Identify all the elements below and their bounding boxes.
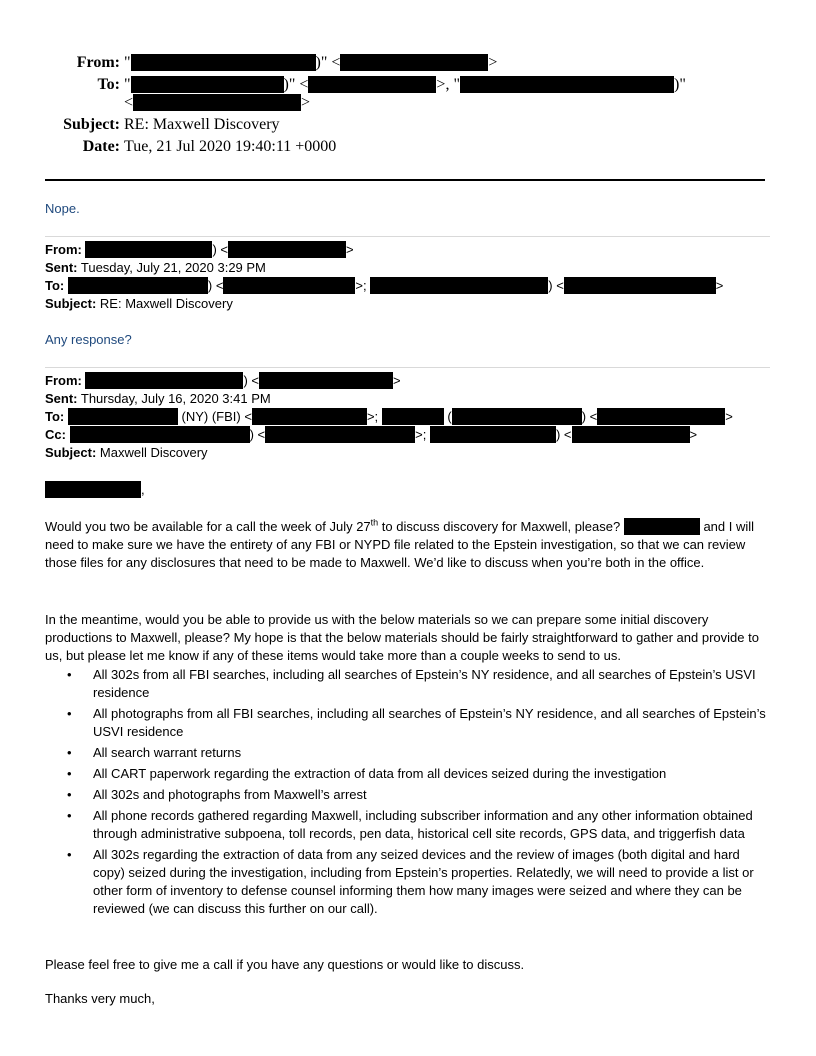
msg2-sent-row (45, 259, 266, 277)
body-paragraph-1 (45, 518, 773, 572)
msg2-sent-value: Tuesday, July 21, 2020 3:29 PM (80, 260, 266, 275)
redaction (131, 76, 284, 93)
list-item (45, 846, 773, 918)
msg2-subject-row (45, 295, 233, 313)
redaction (85, 372, 243, 389)
msg3-sent-row (45, 390, 271, 408)
header-date-label: Date: (82, 138, 120, 155)
msg2-to-row: To: ) < >; ) < > (45, 278, 724, 293)
reply-text: Nope. (45, 201, 80, 216)
bullet-icon: • (67, 787, 72, 802)
list-item (45, 705, 773, 741)
msg2-from-label: From: (45, 242, 82, 257)
redaction (133, 94, 301, 111)
body-paragraph-2: In the meantime, would you be able to provide us with the below materials so we can prepare some initial discovery productions to Maxwell, please? My hope is that the below materials should be fairly straightforward to gather and provide to us, but please let me know if any of these items would take more than a couple weeks to send to us. (45, 612, 759, 663)
requested-materials-list (45, 666, 773, 921)
msg3-subject-row (45, 444, 208, 462)
msg3-sent-value: Thursday, July 16, 2020 3:41 PM (80, 391, 271, 406)
msg3-sent-label: Sent: (45, 391, 78, 406)
redaction (131, 54, 316, 71)
msg3-cc-row: Cc: ) < >; ) < > (45, 427, 698, 442)
quoted-separator (45, 236, 770, 237)
quoted-separator (45, 367, 770, 368)
redaction (223, 277, 355, 294)
msg3-from-row: From: ) < > (45, 373, 401, 388)
msg2-to-label: To: (45, 278, 65, 293)
header-to-label: To: (97, 76, 120, 93)
msg2-sent-label: Sent: (45, 260, 78, 275)
bullet-icon: • (67, 766, 72, 781)
header-subject-value: RE: Maxwell Discovery (124, 116, 280, 133)
list-item (45, 765, 773, 783)
list-item (45, 807, 773, 843)
redaction (564, 277, 716, 294)
list-item-text: All photographs from all FBI searches, including all searches of Epstein’s NY residence, and all searches of Epstein’s USVI residence (93, 706, 766, 739)
redaction (340, 54, 488, 71)
redaction (370, 277, 548, 294)
bullet-icon: • (67, 706, 72, 721)
msg3-cc-label: Cc: (45, 427, 66, 442)
redaction (452, 408, 582, 425)
redaction (624, 518, 700, 535)
p1-sup: th (370, 517, 379, 528)
list-item (45, 744, 773, 762)
salutation: , (45, 481, 145, 499)
body-paragraph-3: Please feel free to give me a call if you have any questions or would like to discuss. (45, 957, 525, 972)
list-item (45, 666, 773, 702)
header-to-value: " )" < >, " )" (124, 76, 686, 93)
header-from-value: " )" < > (124, 54, 498, 71)
header-date-value: Tue, 21 Jul 2020 19:40:11 +0000 (124, 138, 337, 155)
header-to-value-cont: < > (124, 94, 311, 111)
msg3-subject-value: Maxwell Discovery (99, 445, 208, 460)
redaction (572, 426, 690, 443)
msg2-subject-value: RE: Maxwell Discovery (99, 296, 233, 311)
redaction (45, 481, 141, 498)
redaction (308, 76, 436, 93)
redaction (228, 241, 346, 258)
redaction (597, 408, 725, 425)
redaction (259, 372, 393, 389)
msg2-subject-label: Subject: (45, 296, 97, 311)
sign-off: Thanks very much, (45, 991, 155, 1006)
msg3-subject-label: Subject: (45, 445, 97, 460)
bullet-icon: • (67, 667, 72, 682)
list-item-text: All 302s from all FBI searches, including all searches of Epstein’s NY residence, and all searches of Epstein’s USVI residence (93, 667, 756, 700)
msg3-to-row: To: (NY) (FBI) < >; ( ) < > (45, 409, 733, 424)
bullet-icon: • (67, 847, 72, 862)
redaction (460, 76, 674, 93)
bullet-icon: • (67, 808, 72, 823)
list-item-text: All 302s and photographs from Maxwell’s arrest (93, 787, 367, 802)
list-item-text: All phone records gathered regarding Maxwell, including subscriber information and any other information obtained through administrative subpoena, toll records, pen data, historical cell site records, GPS data, and triggerfish data (93, 808, 753, 841)
redaction (85, 241, 212, 258)
msg3-to-label: To: (45, 409, 65, 424)
header-divider (45, 179, 765, 181)
list-item (45, 786, 773, 804)
p1-text-a: Would you two be available for a call the week of July 27 (45, 519, 371, 534)
p1-text-c: and I will need to make sure we have the entirety of any FBI or NYPD file related to the Epstein investigation, so that we can review those files for any disclosures that need to be made to Maxwell. We’d like to discuss when you’re both in the office. (45, 519, 755, 570)
list-item-text: All CART paperwork regarding the extraction of data from all devices seized during the investigation (93, 766, 667, 781)
msg3-from-label: From: (45, 373, 82, 388)
redaction (68, 277, 208, 294)
msg3-to-agency: (NY) (FBI) (181, 409, 241, 424)
list-item-text: All 302s regarding the extraction of data from any seized devices and the review of images (both digital and hard copy) seized during the investigation, including from Epstein’s properties. Relatedly, we will need to provide a list or other form of inventory to defense counsel informing them how many images were seized and where they can be reviewed (we can discuss this further on our call). (93, 847, 754, 916)
redaction (382, 408, 444, 425)
header-from-label: From: (76, 54, 120, 71)
list-item-text: All search warrant returns (93, 745, 242, 760)
redaction (252, 408, 367, 425)
msg2-body: Any response? (45, 332, 132, 347)
bullet-icon: • (67, 745, 72, 760)
redaction (430, 426, 556, 443)
redaction (70, 426, 250, 443)
redaction (265, 426, 415, 443)
p1-text-b: to discuss discovery for Maxwell, please? (378, 519, 624, 534)
msg2-from-row: From: ) < > (45, 242, 354, 257)
redaction (68, 408, 178, 425)
header-subject-label: Subject: (63, 116, 120, 133)
